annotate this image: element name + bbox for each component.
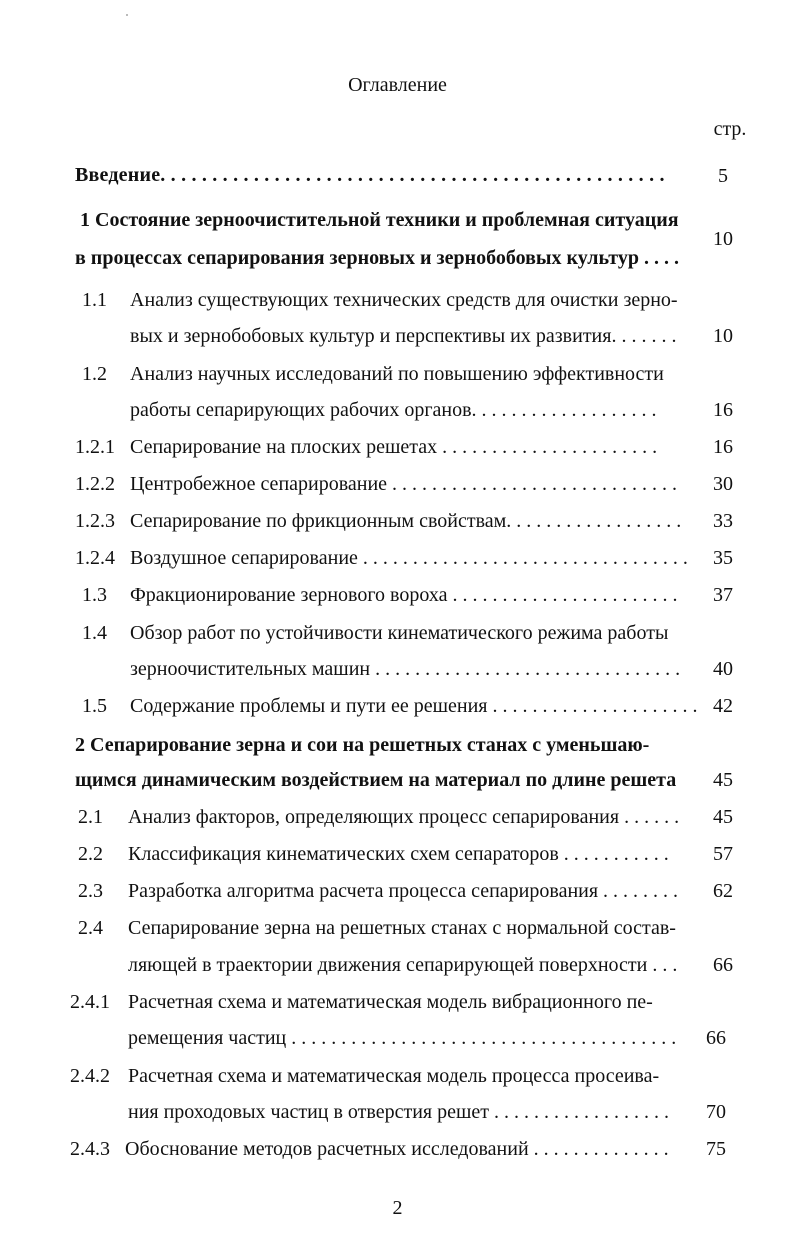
toc-section-title-line: Фракционирование зернового вороха . . . . . . . . . . . . . . . . . . . . . . . <box>130 584 678 606</box>
toc-section-title-line: вых и зернобобовых культур и перспективы их развития. . . . . . . <box>130 325 677 347</box>
toc-section-number: 2.4.2 <box>70 1065 110 1087</box>
toc-section-number: 2.4 <box>78 917 103 939</box>
page-column-header: стр. <box>713 118 747 140</box>
toc-chapter-title-line: 2 Сепарирование зерна и сои на решетных станах с уменьшаю- <box>75 734 650 756</box>
toc-section-title-line: Сепарирование на плоских решетах . . . . . . . . . . . . . . . . . . . . . . <box>130 436 658 458</box>
toc-section-number: 1.2.1 <box>75 436 115 458</box>
toc-section-number: 1.3 <box>82 584 107 606</box>
toc-section-title-line: Анализ факторов, определяющих процесс сепарирования . . . . . . <box>128 806 680 828</box>
toc-section-title-line: ния проходовых частиц в отверстия решет . . . . . . . . . . . . . . . . . . <box>128 1101 670 1123</box>
toc-page-number: 10 <box>713 325 733 347</box>
toc-section-number: 1.2.2 <box>75 473 115 495</box>
toc-section-title-line: Сепарирование по фрикционным свойствам. . . . . . . . . . . . . . . . . . <box>130 510 682 532</box>
toc-section-number: 1.5 <box>82 695 107 717</box>
toc-section-number: 2.4.1 <box>70 991 110 1013</box>
toc-section-title-line: Анализ существующих технических средств для очистки зерно- <box>130 289 678 311</box>
toc-page-number: 70 <box>706 1101 726 1123</box>
toc-section-title-line: Анализ научных исследований по повышению эффективности <box>130 363 664 385</box>
toc-section-number: 2.4.3 <box>70 1138 110 1160</box>
toc-page-number: 37 <box>713 584 733 606</box>
toc-section-number: 1.2 <box>82 363 107 385</box>
toc-page-number: 16 <box>713 399 733 421</box>
toc-section-title-line: Содержание проблемы и пути ее решения . . . . . . . . . . . . . . . . . . . . . <box>130 695 698 717</box>
toc-page-number: 10 <box>713 228 733 250</box>
toc-section-title-line: Воздушное сепарирование . . . . . . . . . . . . . . . . . . . . . . . . . . . . . . . . . <box>130 547 688 569</box>
toc-section-title-line: Расчетная схема и математическая модель процесса просеива- <box>128 1065 660 1087</box>
toc-page-number: 45 <box>713 806 733 828</box>
toc-chapter-title-line: 1 Состояние зерноочистительной техники и проблемная ситуация <box>80 209 679 231</box>
toc-section-title-line: Разработка алгоритма расчета процесса сепарирования . . . . . . . . <box>128 880 679 902</box>
toc-page-number: 45 <box>713 769 733 791</box>
toc-page-number: 62 <box>713 880 733 902</box>
toc-section-title-line: Центробежное сепарирование . . . . . . . . . . . . . . . . . . . . . . . . . . . . . <box>130 473 678 495</box>
toc-page-number: 35 <box>713 547 733 569</box>
toc-entry-intro: Введение. . . . . . . . . . . . . . . . . . . . . . . . . . . . . . . . . . . . . . . . . . . . . . . . . <box>75 164 665 186</box>
toc-page-number: 33 <box>713 510 733 532</box>
toc-section-title-line: Обзор работ по устойчивости кинематического режима работы <box>130 622 669 644</box>
toc-section-title-line: работы сепарирующих рабочих органов. . . . . . . . . . . . . . . . . . . <box>130 399 657 421</box>
toc-chapter-title-line: в процессах сепарирования зерновых и зернобобовых культур . . . . <box>75 247 679 269</box>
toc-page-number: 5 <box>718 165 728 187</box>
toc-page-number: 30 <box>713 473 733 495</box>
toc-chapter-title-line: щимся динамическим воздействием на материал по длине решета <box>75 769 677 791</box>
footer-page-number: 2 <box>392 1197 403 1219</box>
toc-page-number: 66 <box>713 954 733 976</box>
toc-page-number: 57 <box>713 843 733 865</box>
toc-section-title-line: Расчетная схема и математическая модель вибрационного пе- <box>128 991 653 1013</box>
toc-section-title-line: ляющей в траектории движения сепарирующей поверхности . . . <box>128 954 678 976</box>
page-title: Оглавление <box>348 74 447 96</box>
toc-section-number: 2.2 <box>78 843 103 865</box>
toc-section-title-line: Сепарирование зерна на решетных станах с нормальной состав- <box>128 917 676 939</box>
toc-page-number: 75 <box>706 1138 726 1160</box>
toc-section-title-line: ремещения частиц . . . . . . . . . . . . . . . . . . . . . . . . . . . . . . . . . . . . . . . <box>128 1027 677 1049</box>
toc-section-number: 2.3 <box>78 880 103 902</box>
toc-section-title-line: Обоснование методов расчетных исследований . . . . . . . . . . . . . . <box>125 1138 669 1160</box>
toc-page-number: 16 <box>713 436 733 458</box>
toc-page-number: 42 <box>713 695 733 717</box>
toc-section-number: 1.2.3 <box>75 510 115 532</box>
toc-section-title-line: Классификация кинематических схем сепараторов . . . . . . . . . . . <box>128 843 669 865</box>
scan-speck <box>126 14 128 16</box>
toc-section-number: 2.1 <box>78 806 103 828</box>
toc-section-number: 1.2.4 <box>75 547 115 569</box>
toc-section-number: 1.4 <box>82 622 107 644</box>
toc-section-number: 1.1 <box>82 289 107 311</box>
toc-section-title-line: зерноочистительных машин . . . . . . . . . . . . . . . . . . . . . . . . . . . . . . . <box>130 658 681 680</box>
toc-page-number: 66 <box>706 1027 726 1049</box>
toc-page-number: 40 <box>713 658 733 680</box>
